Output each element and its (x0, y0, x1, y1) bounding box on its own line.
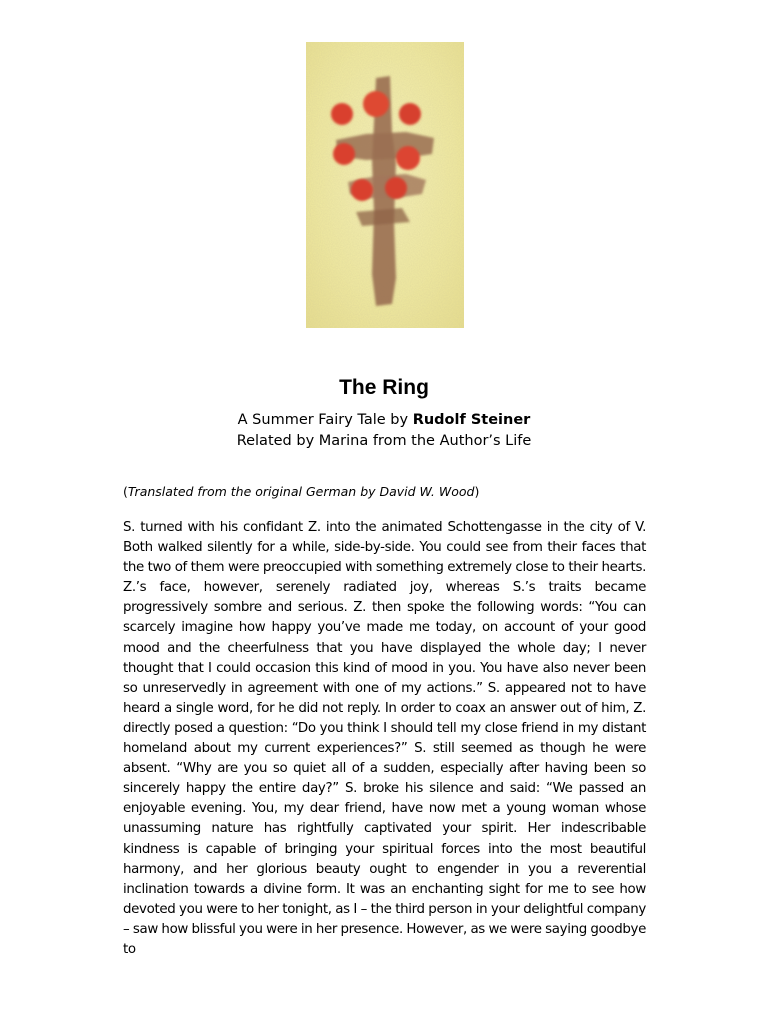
subtitle-prefix: A Summer Fairy Tale by (237, 412, 413, 428)
subtitle-byline (0, 410, 768, 431)
story-body-paragraph: S. turned with his confidant Z. into the animated Schottengasse in the city of V. Both walked silently for a while, side-by-side. You could see from their faces that the two of them were preoccupied with something extremely close to their hearts. Z.’s face, however, serenely radiated joy, whereas S.’s traits became progressively sombre and serious. Z. then spoke the following words: “You can scarcely imagine how happy you’ve made me today, on account of your good mood and the cheerfulness that you have displayed the whole day; I never thought that I could occasion this kind of mood in you. You have also never been so unreservedly in agreement with one of my actions.” S. appeared not to have heard a single word, for he did not reply. In order to coax an answer out of him, Z. directly posed a question: “Do you think I should tell my close friend in my distant homeland about my current experiences?” S. still seemed as though he were absent. “Why are you so quiet all of a sudden, especially after having been so sincerely happy the entire day?” S. broke his silence and said: “We passed an enjoyable evening. You, my dear friend, have now met a young woman whose unassuming nature has rightfully captivated your spirit. Her indescribable kindness is capable of bringing your spiritual forces into the most beautiful harmony, and her glorious beauty ought to engender in you a reverential inclination towards a divine form. It was an enchanting sight for me to see how devoted you were to her tonight, as I – the third person in your delightful company – saw how blissful you were in her presence. However, as we were saying goodbye to (123, 520, 646, 957)
translation-note-open-paren: ( (123, 484, 128, 499)
translation-note-close-paren: ) (474, 484, 480, 499)
translation-note (123, 483, 479, 501)
subtitle-related-by: Related by Marina from the Author’s Life (236, 433, 532, 449)
author-name: Rudolf Steiner (412, 412, 531, 428)
translation-note-text: Translated from the original German by David W. Wood (127, 484, 475, 499)
page-title: The Ring (339, 376, 429, 399)
cross-with-roses-illustration (306, 42, 464, 328)
